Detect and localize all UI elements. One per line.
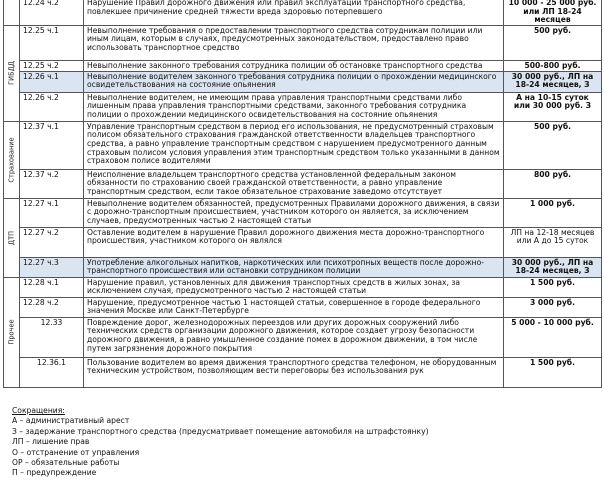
table-row (4, 92, 602, 121)
penalty-cell: 5 000 - 10 000 руб. (504, 317, 602, 357)
penalty-cell: ЛП на 12-18 месяцев или А до 15 суток (504, 227, 602, 257)
table-row (4, 277, 602, 297)
legend-item: З – задержание транспортного средства (предусматривает помещение автомобиля на штрафстоянку) (12, 426, 429, 436)
table-row (4, 25, 602, 60)
description-cell: Повреждение дорог, железнодорожных переездов или других дорожных сооружений либо технических средств организации дорожного движения, которое создает угрозу безопасности дорожного движения, а равно умышленное создание помех в дорожном движении, в том числе путем загрязнения дорожного покрытия (84, 317, 504, 357)
penalty-cell: А на 10-15 суток или 30 000 руб. З (504, 92, 602, 121)
legend-item: ЛП – лишение прав (12, 437, 90, 447)
category-label: Страхование (7, 137, 15, 183)
table-row (4, 198, 602, 227)
article-cell: 12.27 ч.2 (20, 227, 84, 257)
penalty-cell: 1 500 руб. (504, 277, 602, 297)
legend-item: А – административный арест (12, 416, 130, 426)
article-cell: 12.25 ч.1 (20, 25, 84, 60)
article-cell: 12.28 ч.2 (20, 297, 84, 317)
penalty-cell: 3 000 руб. (504, 297, 602, 317)
legend-item: П – предупреждение (12, 468, 97, 478)
table-row (4, 121, 602, 169)
description-cell: Неисполнение владельцем транспортного средства установленной федеральным законом обязанности по страхованию своей гражданской ответственности, а равно управление транспортным средством, если такое обязательное страхование заведомо отсутствует (84, 169, 504, 198)
penalty-cell: 30 000 руб., ЛП на 18-24 месяцев, З (504, 71, 602, 92)
description-cell: Нарушение Правил дорожного движения или правил эксплуатации транспортного средства, повлекшее причинение средней тяжести вреда здоровью потерпевшего (84, 0, 504, 25)
table-row (4, 0, 602, 25)
category-label: ГИБДД (7, 61, 15, 86)
table-row (4, 297, 602, 317)
article-cell: 12.37 ч.1 (20, 121, 84, 169)
description-cell: Нарушение, предусмотренное частью 1 настоящей статьи, совершенное в городе федерального значения Москве или Санкт-Петербурге (84, 297, 504, 317)
category-cell-dtp (4, 198, 20, 277)
penalty-cell: 1 000 руб. (504, 198, 602, 227)
article-cell: 12.37 ч.2 (20, 169, 84, 198)
table-row (4, 317, 602, 357)
description-cell: Управление транспортным средством в период его использования, не предусмотренный страховым полисом обязательного страхования гражданской ответственности владельцев транспортного средства, а равно управление транспортным средством с нарушением предусмотренного данным страховым полисом условия управления этим транспортным средством только указанными в данном страховом полисе водителями (84, 121, 504, 169)
penalty-cell: 10 000 - 25 000 руб. или ЛП 18-24 месяцев (504, 0, 602, 25)
category-label: ДТП (7, 230, 15, 245)
article-cell: 12.27 ч.3 (20, 257, 84, 277)
category-label: Прочее (7, 319, 15, 345)
legend-item: О – отстранение от управления (12, 447, 140, 457)
article-cell: 12.28 ч.1 (20, 277, 84, 297)
article-cell: 12.26 ч.1 (20, 71, 84, 92)
penalty-cell: 1 500 руб. (504, 357, 602, 387)
fines-table (3, 0, 602, 388)
table-row (4, 169, 602, 198)
abbreviations-legend (12, 406, 592, 479)
penalty-cell: 800 руб. (504, 169, 602, 198)
article-cell: 12.33 (20, 317, 84, 357)
table-row (4, 60, 602, 71)
table-row (4, 71, 602, 92)
description-cell: Невыполнение водителем обязанностей, предусмотренных Правилами дорожного движения, в связи с дорожно-транспортным происшествием, участником которого он является, за исключением случаев, предусмотренных частью 2 настоящей статьи (84, 198, 504, 227)
penalty-cell: 30 000 руб., ЛП на 18-24 месяцев, З (504, 257, 602, 277)
table-row (4, 257, 602, 277)
legend-title: Сокращения: (12, 406, 65, 415)
penalty-cell: 500-800 руб. (504, 60, 602, 71)
description-cell: Невыполнение водителем законного требования сотрудника полиции о прохождении медицинского освидетельствования на состояние опьянения (84, 71, 504, 92)
description-cell: Оставление водителем в нарушение Правил дорожного движения места дорожно-транспортного происшествия, участником которого он являлся (84, 227, 504, 257)
description-cell: Невыполнение законного требования сотрудника полиции об остановке транспортного средства (84, 60, 504, 71)
penalty-cell: 500 руб. (504, 121, 602, 169)
description-cell: Употребление алкогольных напитков, наркотических или психотропных веществ после дорожно-транспортного происшествия или остановки сотрудником полиции (84, 257, 504, 277)
article-cell: 12.24 ч.2 (20, 0, 84, 25)
penalty-cell: 500 руб. (504, 25, 602, 60)
category-cell-insurance (4, 121, 20, 198)
article-cell: 12.36.1 (20, 357, 84, 387)
table-row (4, 227, 602, 257)
article-cell: 12.25 ч.2 (20, 60, 84, 71)
article-cell: 12.27 ч.1 (20, 198, 84, 227)
category-cell-other (4, 277, 20, 387)
article-cell: 12.26 ч.2 (20, 92, 84, 121)
table-row (4, 357, 602, 387)
category-cell-empty (4, 0, 20, 25)
description-cell: Невыполнение водителем, не имеющим права управления транспортными средствами либо лишенным права управления транспортными средствами, законного требования сотрудника полиции о прохождении медицинского освидетельствования на состояние опьянения (84, 92, 504, 121)
description-cell: Невыполнение требования о предоставлении транспортного средства сотрудникам полиции или иным лицам, которым в случаях, предусмотренных законодательством, предоставлено право использовать транспортное средство (84, 25, 504, 60)
description-cell: Нарушение правил, установленных для движения транспортных средств в жилых зонах, за исключением случая, предусмотренного частью 2 настоящей статьи (84, 277, 504, 297)
category-cell-gibdd (4, 25, 20, 121)
legend-item: ОР – обязательные работы (12, 458, 120, 468)
description-cell: Пользование водителем во время движения транспортного средства телефоном, не оборудованным техническим устройством, позволяющим вести переговоры без использования рук (84, 357, 504, 387)
